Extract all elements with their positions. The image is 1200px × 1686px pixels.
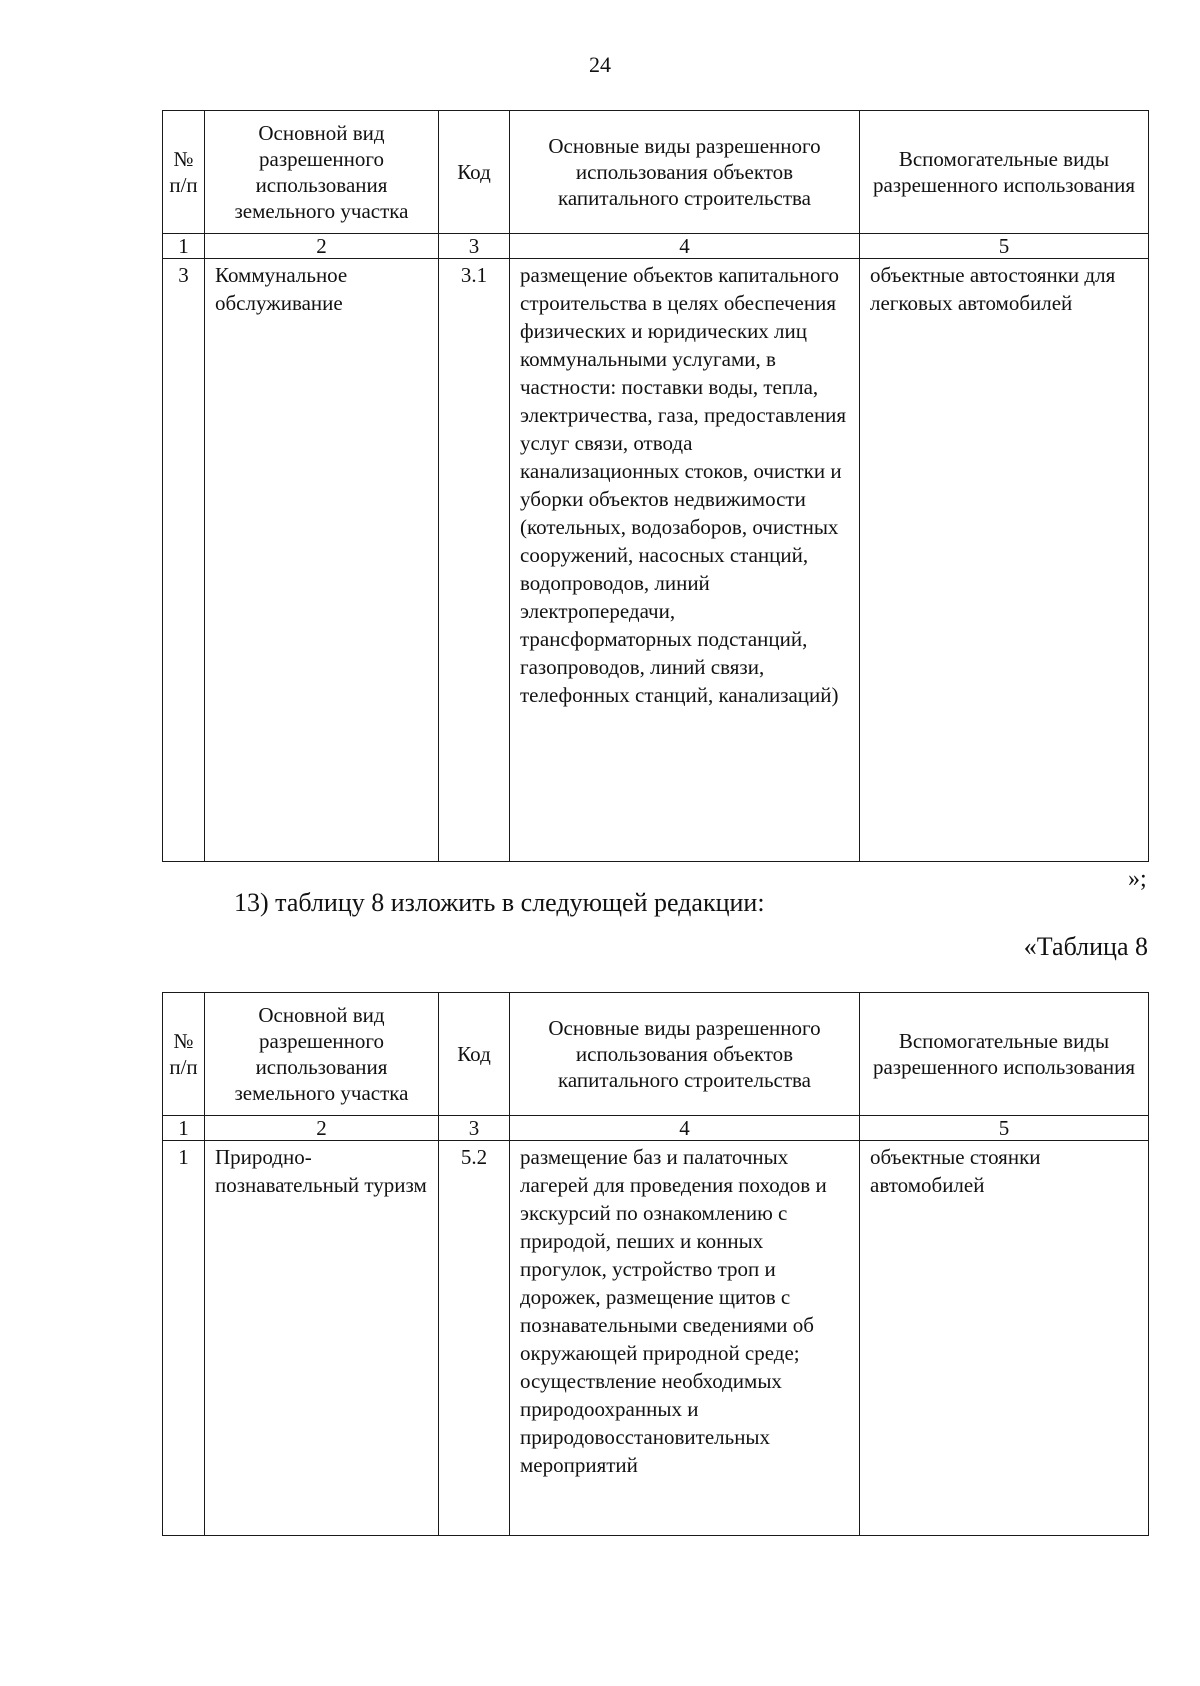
header-capital-use: Основные виды разрешенного использования объектов капитального строительства: [510, 111, 860, 234]
header-code: Код: [439, 993, 510, 1116]
header-main-use: Основной вид разрешенного использования земельного участка: [205, 993, 439, 1116]
column-number: 5: [860, 1116, 1149, 1141]
header-num: № п/п: [163, 993, 205, 1116]
row-auxiliary: объектные автостоянки для легковых автомобилей: [860, 259, 1149, 862]
column-number: 3: [439, 1116, 510, 1141]
header-num: № п/п: [163, 111, 205, 234]
row-code: 5.2: [439, 1141, 510, 1536]
page-number: 24: [589, 52, 611, 77]
row-num: 3: [163, 259, 205, 862]
row-auxiliary: объектные стоянки автомобилей: [860, 1141, 1149, 1536]
header-code: Код: [439, 111, 510, 234]
table-caption: «Таблица 8: [1023, 932, 1148, 961]
column-number-row: [163, 234, 1149, 259]
row-code: 3.1: [439, 259, 510, 862]
row-name: Коммунальное обслуживание: [205, 259, 439, 862]
land-use-table-1: [162, 110, 1149, 862]
row-description: размещение объектов капитального строительства в целях обеспечения физических и юридических лиц коммунальными услугами, в частности: поставки воды, тепла, электричества, газа, предоставления услуг связи, отвода канализационных стоков, очистки и уборки объектов недвижимости (котельных, водозаборов, очистных сооружений, насосных станций, водопроводов, линий электропередачи, трансформаторных подстанций, газопроводов, линий связи, телефонных станций, канализаций): [510, 259, 860, 862]
column-number: 3: [439, 234, 510, 259]
column-number: 5: [860, 234, 1149, 259]
row-name: Природно-познавательный туризм: [205, 1141, 439, 1536]
closing-quote: »;: [1128, 866, 1147, 892]
header-aux-use: Вспомогательные виды разрешенного использования: [860, 111, 1149, 234]
table-header-row: [163, 111, 1149, 234]
row-description: размещение баз и палаточных лагерей для проведения походов и экскурсий по ознакомлению с природой, пеших и конных прогулок, устройство троп и дорожек, размещение щитов с познавательными сведениями об окружающей природной среде; осуществление необходимых природоохранных и природовосстановительных мероприятий: [510, 1141, 860, 1536]
column-number: 4: [510, 234, 860, 259]
table-row: [163, 1141, 1149, 1536]
header-capital-use: Основные виды разрешенного использования объектов капитального строительства: [510, 993, 860, 1116]
amendment-instruction: 13) таблицу 8 изложить в следующей редакции:: [234, 888, 765, 917]
column-number: 2: [205, 1116, 439, 1141]
land-use-table-2: [162, 992, 1149, 1536]
table-row: [163, 259, 1149, 862]
row-num: 1: [163, 1141, 205, 1536]
column-number-row: [163, 1116, 1149, 1141]
table-header-row: [163, 993, 1149, 1116]
header-aux-use: Вспомогательные виды разрешенного использования: [860, 993, 1149, 1116]
column-number: 4: [510, 1116, 860, 1141]
column-number: 1: [163, 1116, 205, 1141]
column-number: 2: [205, 234, 439, 259]
column-number: 1: [163, 234, 205, 259]
header-main-use: Основной вид разрешенного использования земельного участка: [205, 111, 439, 234]
